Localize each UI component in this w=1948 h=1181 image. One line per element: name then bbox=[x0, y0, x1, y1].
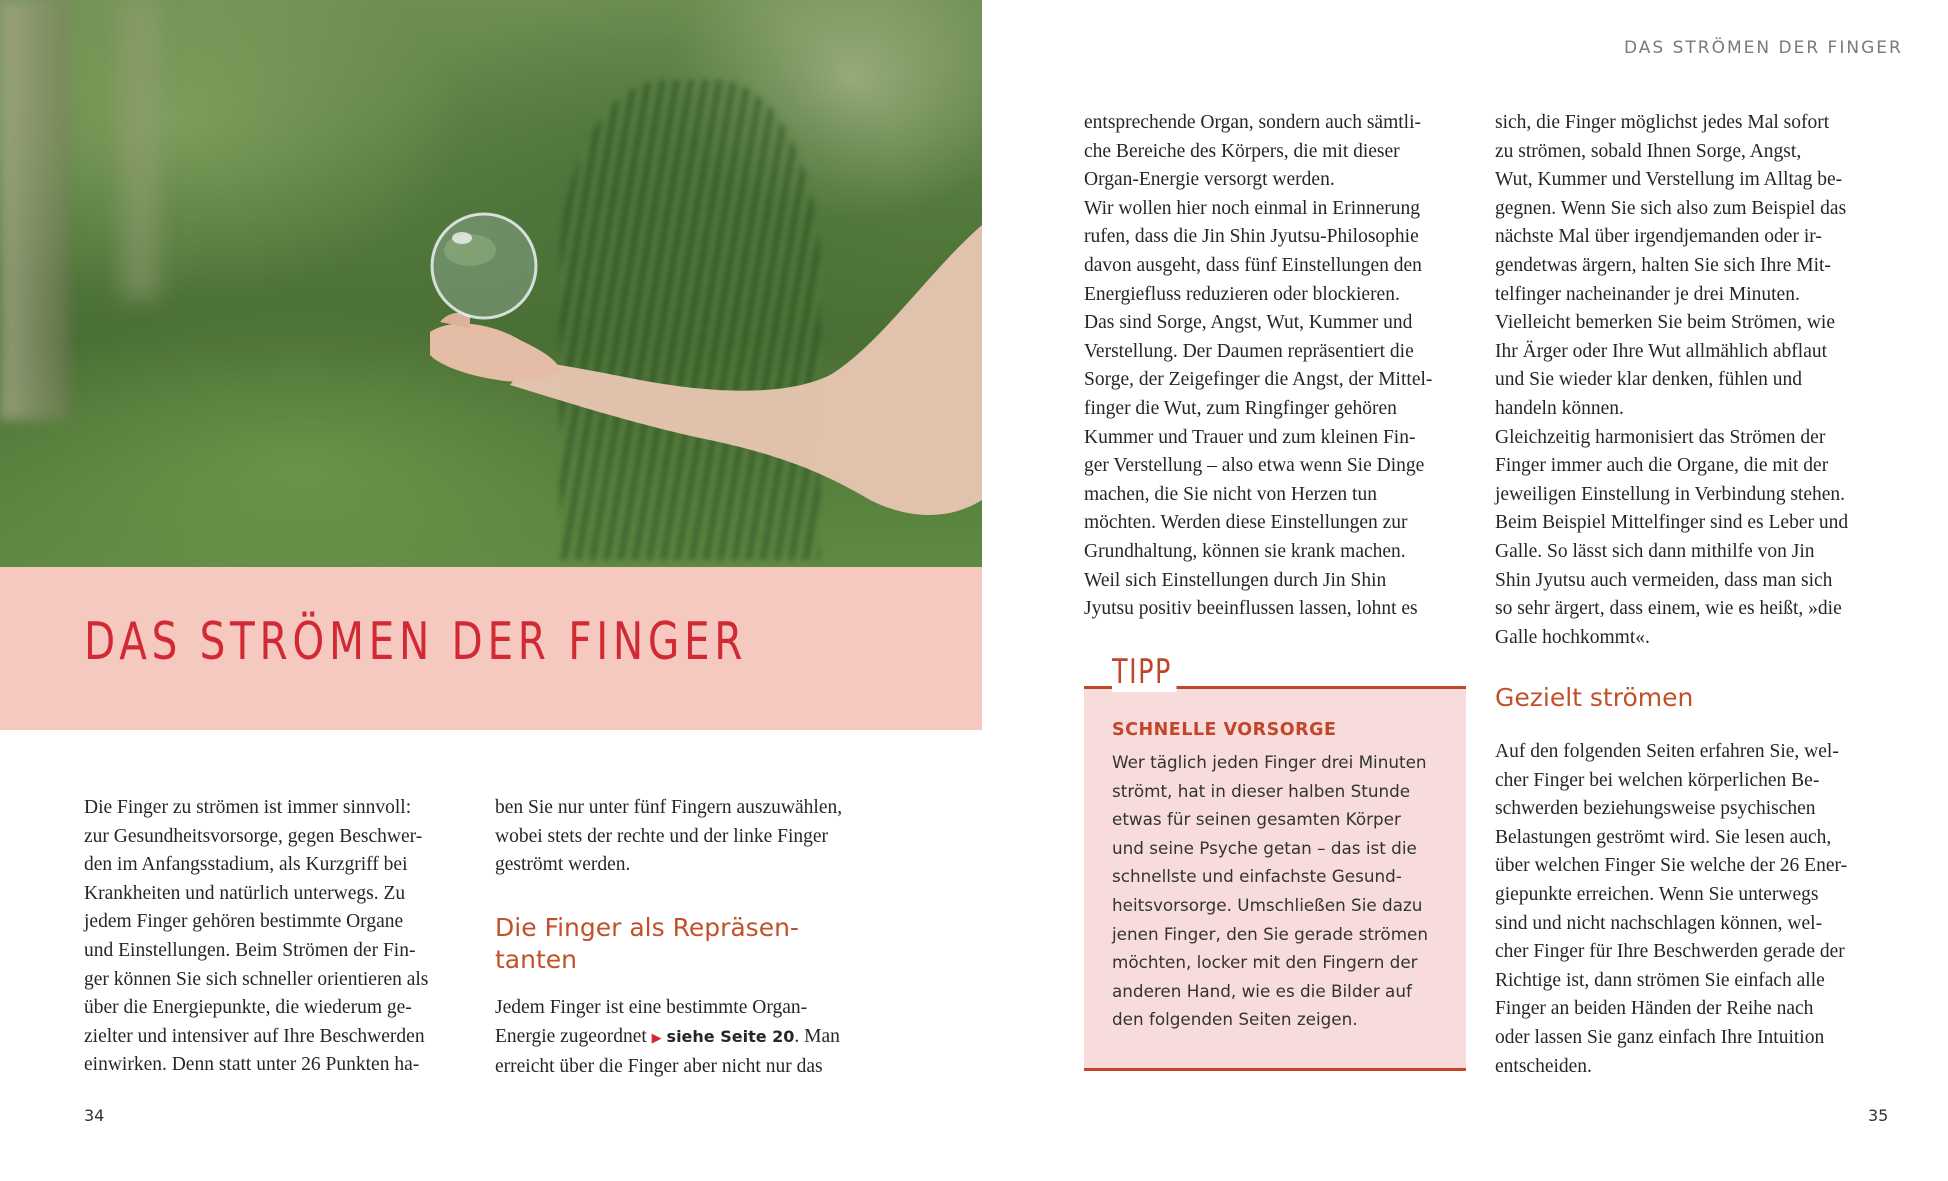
text-line: Energiefluss reduzieren oder blockieren. bbox=[1084, 283, 1400, 305]
text-line: nächste Mal über irgendjemanden oder ir- bbox=[1495, 226, 1822, 248]
text-line: Galle. So lässt sich dann mithilfe von Jin bbox=[1495, 540, 1815, 562]
text-line: Wir wollen hier noch einmal in Erinnerung bbox=[1084, 197, 1421, 219]
left-column-2 bbox=[495, 794, 895, 880]
text-line: anderen Hand, wie es die Bilder auf bbox=[1112, 980, 1412, 1001]
text-line: Galle hochkommt«. bbox=[1495, 626, 1650, 648]
right-column-1 bbox=[1084, 109, 1474, 624]
text-line: cher Finger für Ihre Beschwerden gerade der bbox=[1495, 941, 1845, 963]
text-line: Auf den folgenden Seiten erfahren Sie, wel- bbox=[1495, 741, 1839, 762]
text-line: davon ausgeht, dass fünf Einstellungen den bbox=[1084, 254, 1422, 276]
text-line: telfinger nacheinander je drei Minuten. bbox=[1495, 283, 1800, 305]
text-line: Die Finger zu strömen ist immer sinnvoll: bbox=[84, 797, 412, 818]
text-line: strömt, hat in dieser halben Stunde bbox=[1112, 780, 1411, 801]
tip-rule-bottom bbox=[1084, 1068, 1466, 1071]
left-column-1 bbox=[84, 794, 474, 1080]
text-line: Verstellung. Der Daumen repräsentiert die bbox=[1084, 340, 1414, 362]
text-line: zielter und intensiver auf Ihre Beschwerden bbox=[84, 1025, 425, 1047]
text-line: zur Gesundheitsvorsorge, gegen Beschwer- bbox=[84, 825, 423, 847]
text-line: schwerden beziehungsweise psychischen bbox=[1495, 798, 1816, 820]
text-line: sind und nicht nachschlagen können, wel- bbox=[1495, 912, 1823, 934]
text-line: zu strömen, sobald Ihnen Sorge, Angst, bbox=[1495, 140, 1802, 162]
text-line: erreicht über die Finger aber nicht nur das bbox=[495, 1056, 823, 1078]
text-line: Kummer und Trauer und zum kleinen Fin- bbox=[1084, 426, 1416, 448]
text-line: und Sie wieder klar denken, fühlen und bbox=[1495, 369, 1803, 391]
text-line: Weil sich Einstellungen durch Jin Shin bbox=[1084, 569, 1387, 591]
text-line: Jyutsu positiv beeinflussen lassen, lohnt es bbox=[1084, 598, 1418, 620]
heading-line: Die Finger als Repräsen- bbox=[495, 913, 799, 942]
text-line: möchten, locker mit den Fingern der bbox=[1112, 952, 1418, 973]
text-line: giepunkte erreichen. Wenn Sie unterwegs bbox=[1495, 883, 1819, 905]
text-line: geströmt werden. bbox=[495, 854, 631, 876]
triangle-right-icon: ▶ bbox=[651, 1030, 662, 1046]
text-line: über die Energiepunkte, die wiederum ge- bbox=[84, 997, 412, 1019]
text-line: so sehr ärgert, dass einem, wie es heißt, »die bbox=[1495, 598, 1842, 620]
text-line: Belastungen geströmt wird. Sie lesen auch, bbox=[1495, 826, 1832, 848]
text-line: und Einstellungen. Beim Strömen der Fin- bbox=[84, 939, 416, 961]
text-line: Grundhaltung, können sie krank machen. bbox=[1084, 540, 1406, 562]
text-line: heitsvorsorge. Umschließen Sie dazu bbox=[1112, 894, 1423, 915]
text-line: gendetwas ärgern, halten Sie sich Ihre Mit- bbox=[1495, 254, 1831, 276]
page-number-right: 35 bbox=[1868, 1106, 1889, 1125]
text-line: Sorge, der Zeigefinger die Angst, der Mittel- bbox=[1084, 369, 1433, 391]
running-head: DAS STRÖMEN DER FINGER bbox=[1624, 38, 1903, 58]
text-line: einwirken. Denn statt unter 26 Punkten ha- bbox=[84, 1054, 420, 1076]
tip-label: TIPP bbox=[1112, 652, 1176, 692]
text-line: Ihr Ärger oder Ihre Wut allmählich abflaut bbox=[1495, 340, 1828, 362]
text-line: jenen Finger, den Sie gerade strömen bbox=[1112, 923, 1429, 944]
text-line: Beim Beispiel Mittelfinger sind es Leber und bbox=[1495, 512, 1849, 534]
page-number-left: 34 bbox=[84, 1106, 105, 1125]
tip-body bbox=[1112, 748, 1462, 1034]
chapter-title: DAS STRÖMEN DER FINGER bbox=[84, 612, 748, 672]
text-line: Wer täglich jeden Finger drei Minuten bbox=[1112, 752, 1427, 772]
text-line: jedem Finger gehören bestimmte Organe bbox=[84, 911, 404, 933]
text-line: Richtige ist, dann strömen Sie einfach alle bbox=[1495, 969, 1825, 991]
page-reference-link[interactable]: siehe Seite 20 bbox=[666, 1026, 795, 1046]
text-line: den folgenden Seiten zeigen. bbox=[1112, 1009, 1358, 1030]
text-line: und seine Psyche getan – das ist die bbox=[1112, 837, 1417, 858]
text-line: Finger an beiden Händen der Reihe nach bbox=[1495, 998, 1814, 1020]
subheading-gezielt-stroemen: Gezielt strömen bbox=[1495, 683, 1694, 712]
heading-line: tanten bbox=[495, 945, 577, 974]
tip-title: SCHNELLE VORSORGE bbox=[1112, 720, 1337, 740]
text-line: Vielleicht bemerken Sie beim Strömen, wie bbox=[1495, 312, 1835, 334]
text-line: den im Anfangsstadium, als Kurzgriff bei bbox=[84, 854, 408, 876]
right-column-2-continued bbox=[1495, 738, 1895, 1081]
text-line: machen, die Sie nicht von Herzen tun bbox=[1084, 483, 1377, 505]
text-line: sich, die Finger möglichst jedes Mal sofort bbox=[1495, 112, 1830, 133]
text-fragment: . Man bbox=[794, 1025, 840, 1047]
text-line: Gleichzeitig harmonisiert das Strömen der bbox=[1495, 426, 1826, 448]
text-line: che Bereiche des Körpers, die mit dieser bbox=[1084, 140, 1400, 162]
text-line: möchten. Werden diese Einstellungen zur bbox=[1084, 512, 1408, 534]
text-line: entsprechende Organ, sondern auch sämtli- bbox=[1084, 112, 1421, 133]
text-line: Wut, Kummer und Verstellung im Alltag be- bbox=[1495, 169, 1843, 191]
text-line: jeweiligen Einstellung in Verbindung stehen. bbox=[1495, 483, 1846, 505]
text-line: Jedem Finger ist eine bestimmte Organ- bbox=[495, 997, 808, 1018]
text-line: entscheiden. bbox=[1495, 1055, 1592, 1077]
text-line: schnellste und einfachste Gesund- bbox=[1112, 866, 1402, 887]
right-column-2 bbox=[1495, 109, 1895, 652]
text-line: cher Finger bei welchen körperlichen Be- bbox=[1495, 769, 1820, 791]
text-line: Finger immer auch die Organe, die mit der bbox=[1495, 455, 1829, 477]
text-line: rufen, dass die Jin Shin Jyutsu-Philosophie bbox=[1084, 226, 1419, 248]
photo-soap-bubble-on-hand bbox=[0, 0, 982, 567]
text-line: ger Verstellung – also etwa wenn Sie Dinge bbox=[1084, 455, 1425, 477]
text-line: Krankheiten und natürlich unterwegs. Zu bbox=[84, 882, 406, 904]
text-line: etwas für seinen gesamten Körper bbox=[1112, 809, 1401, 830]
text-line: Das sind Sorge, Angst, Wut, Kummer und bbox=[1084, 312, 1413, 334]
left-column-2-continued bbox=[495, 994, 905, 1082]
subheading-finger-repraesentanten bbox=[495, 912, 895, 976]
text-line: Shin Jyutsu auch vermeiden, dass man sich bbox=[1495, 569, 1833, 591]
text-line: ger können Sie sich schneller orientieren als bbox=[84, 968, 429, 990]
text-line: gegnen. Wenn Sie sich also zum Beispiel das bbox=[1495, 197, 1847, 219]
text-line: oder lassen Sie ganz einfach Ihre Intuition bbox=[1495, 1026, 1825, 1048]
text-fragment: Energie zugeordnet bbox=[495, 1025, 652, 1047]
text-line: handeln können. bbox=[1495, 397, 1624, 419]
text-line: wobei stets der rechte und der linke Finger bbox=[495, 825, 829, 847]
text-line-with-reference bbox=[495, 1023, 905, 1054]
text-line: über welchen Finger Sie welche der 26 Ener- bbox=[1495, 855, 1848, 877]
text-line: ben Sie nur unter fünf Fingern auszuwählen, bbox=[495, 797, 843, 818]
text-line: Organ-Energie versorgt werden. bbox=[1084, 169, 1335, 191]
text-line: finger die Wut, zum Ringfinger gehören bbox=[1084, 397, 1397, 419]
